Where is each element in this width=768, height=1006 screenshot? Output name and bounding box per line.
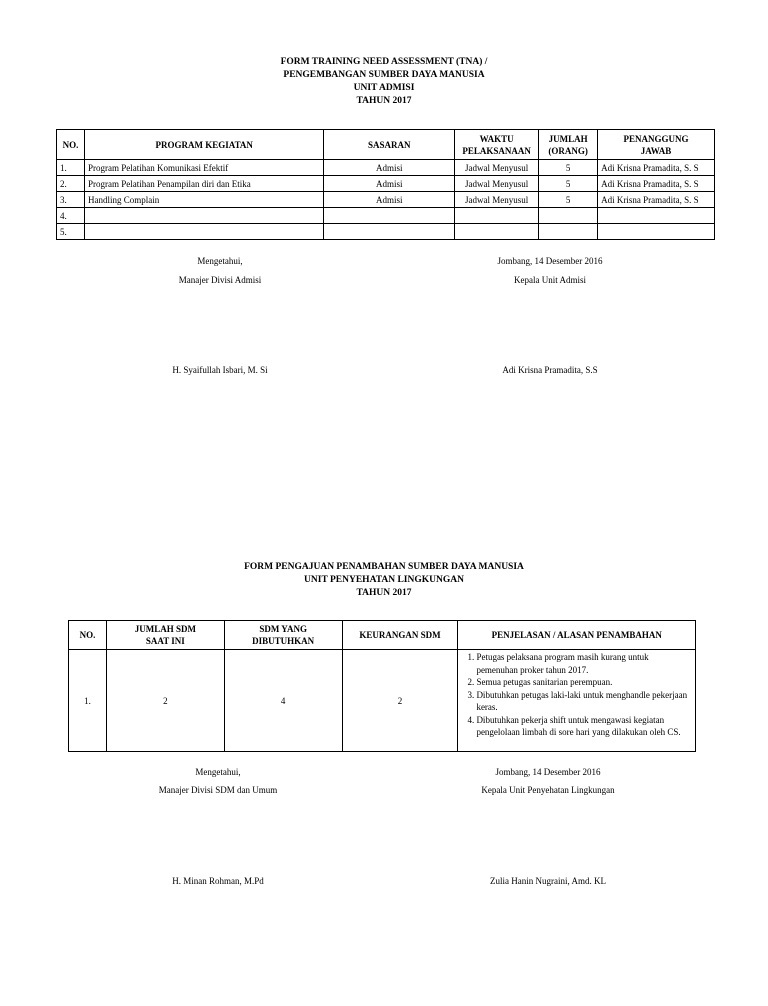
form1-title-line-3: UNIT ADMISI (353, 83, 415, 93)
cell-sasaran: Admisi (324, 176, 455, 192)
list-item: 1. Petugas pelaksana program masih kurang untuk pemenuhan proker tahun 2017. (476, 651, 691, 676)
sdm-request-table (68, 620, 696, 752)
header-penanggung-jawab (598, 130, 715, 160)
cell-sasaran: Admisi (324, 160, 455, 176)
header-sdm-dibutuhkan-line-2: DIBUTUHKAN (252, 636, 315, 646)
form2-title-line-3: TAHUN 2017 (356, 588, 412, 598)
form1-sign-left-role: Manajer Divisi Admisi (178, 275, 262, 285)
header-sdm-dibutuhkan-line-1: SDM YANG (259, 624, 307, 634)
header-jumlah-sdm (106, 621, 224, 650)
cell-no: 5. (57, 224, 85, 240)
header-pj-line-2: JAWAB (640, 145, 672, 156)
cell-jumlah: 5 (539, 176, 598, 192)
cell-kekurangan-sdm: 2 (342, 650, 458, 752)
reasons-list (462, 651, 691, 739)
cell-no: 1. (69, 650, 107, 752)
tna-table-header (57, 130, 715, 160)
table-row (57, 160, 715, 176)
form1-title-line-1: FORM TRAINING NEED ASSESSMENT (TNA) / (280, 57, 488, 67)
cell-waktu (455, 208, 539, 224)
cell-no: 1. (57, 160, 85, 176)
header-no: NO. (69, 621, 107, 650)
header-kekurangan-sdm: KEURANGAN SDM (342, 621, 458, 650)
list-item: 4. Dibutuhkan pekerja shift untuk mengawasi kegiatan pengelolaan limbah di sore hari yang dilakukan oleh CS. (476, 714, 691, 739)
cell-jumlah: 5 (539, 192, 598, 208)
form1-sign-right-name: Adi Krisna Pramadita, S.S (502, 365, 598, 375)
form1-sign-left-label: Mengetahui, (197, 256, 243, 266)
cell-sasaran (324, 208, 455, 224)
table-row (57, 224, 715, 240)
form1-title (0, 56, 768, 108)
cell-penanggung-jawab: Adi Krisna Pramadita, S. S (598, 192, 715, 208)
table-row (57, 192, 715, 208)
header-program: PROGRAM KEGIATAN (84, 130, 323, 160)
header-jumlah (539, 130, 598, 160)
table-row (69, 650, 696, 752)
form2-title-line-1: FORM PENGAJUAN PENAMBAHAN SUMBER DAYA MANUSIA (244, 562, 524, 572)
cell-jumlah (539, 208, 598, 224)
form2-sign-left-name: H. Minan Rohman, M.Pd (172, 876, 264, 886)
header-no: NO. (57, 130, 85, 160)
header-jumlah-line-2: (ORANG) (548, 145, 588, 156)
form2-sign-left-label: Mengetahui, (195, 767, 241, 777)
cell-jumlah: 5 (539, 160, 598, 176)
cell-jumlah-sdm: 2 (106, 650, 224, 752)
cell-penanggung-jawab: Adi Krisna Pramadita, S. S (598, 160, 715, 176)
cell-no: 3. (57, 192, 85, 208)
table-row (57, 208, 715, 224)
cell-waktu: Jadwal Menyusul (455, 160, 539, 176)
cell-sasaran: Admisi (324, 192, 455, 208)
header-sasaran: SASARAN (324, 130, 455, 160)
cell-penanggung-jawab (598, 224, 715, 240)
cell-jumlah (539, 224, 598, 240)
header-sdm-dibutuhkan (224, 621, 342, 650)
form1-title-line-4: TAHUN 2017 (356, 96, 412, 106)
cell-program (84, 208, 323, 224)
cell-program (84, 224, 323, 240)
form2-title-line-2: UNIT PENYEHATAN LINGKUNGAN (304, 575, 464, 585)
header-jumlah-line-1: JUMLAH (548, 133, 588, 144)
form2-sign-right-role: Kepala Unit Penyehatan Lingkungan (481, 785, 615, 795)
header-pj-line-1: PENANGGUNG (623, 133, 689, 144)
cell-sasaran (324, 224, 455, 240)
form2-sign-right-name: Zulia Hanin Nugraini, Amd. KL (490, 876, 606, 886)
cell-no: 4. (57, 208, 85, 224)
cell-waktu: Jadwal Menyusul (455, 176, 539, 192)
cell-waktu: Jadwal Menyusul (455, 192, 539, 208)
cell-sdm-dibutuhkan: 4 (224, 650, 342, 752)
list-item: 3. Dibutuhkan petugas laki-laki untuk menghandle pekerjaan keras. (476, 689, 691, 714)
cell-program: Handling Complain (84, 192, 323, 208)
tna-table (56, 129, 715, 240)
form1-sign-right-role: Kepala Unit Admisi (514, 275, 586, 285)
cell-penjelasan (458, 650, 696, 752)
form1-title-line-2: PENGEMBANGAN SUMBER DAYA MANUSIA (283, 70, 485, 80)
form1-sign-right-date: Jombang, 14 Desember 2016 (497, 256, 603, 266)
form2-title (0, 561, 768, 600)
list-item: 2. Semua petugas sanitarian perempuan. (476, 676, 691, 689)
header-waktu-line-2: PELAKSANAAN (462, 145, 531, 156)
table-row (57, 176, 715, 192)
header-penjelasan: PENJELASAN / ALASAN PENAMBAHAN (458, 621, 696, 650)
cell-no: 2. (57, 176, 85, 192)
header-jumlah-sdm-line-1: JUMLAH SDM (134, 624, 196, 634)
cell-program: Program Pelatihan Penampilan diri dan Etika (84, 176, 323, 192)
header-waktu (455, 130, 539, 160)
form2-sign-right-date: Jombang, 14 Desember 2016 (495, 767, 601, 777)
cell-waktu (455, 224, 539, 240)
form2-sign-left-role: Manajer Divisi SDM dan Umum (158, 785, 278, 795)
sdm-table-header (69, 621, 696, 650)
cell-penanggung-jawab (598, 208, 715, 224)
cell-penanggung-jawab: Adi Krisna Pramadita, S. S (598, 176, 715, 192)
header-waktu-line-1: WAKTU (479, 133, 514, 144)
cell-program: Program Pelatihan Komunikasi Efektif (84, 160, 323, 176)
form1-sign-left-name: H. Syaifullah Isbari, M. Si (172, 365, 268, 375)
header-jumlah-sdm-line-2: SAAT INI (145, 636, 185, 646)
